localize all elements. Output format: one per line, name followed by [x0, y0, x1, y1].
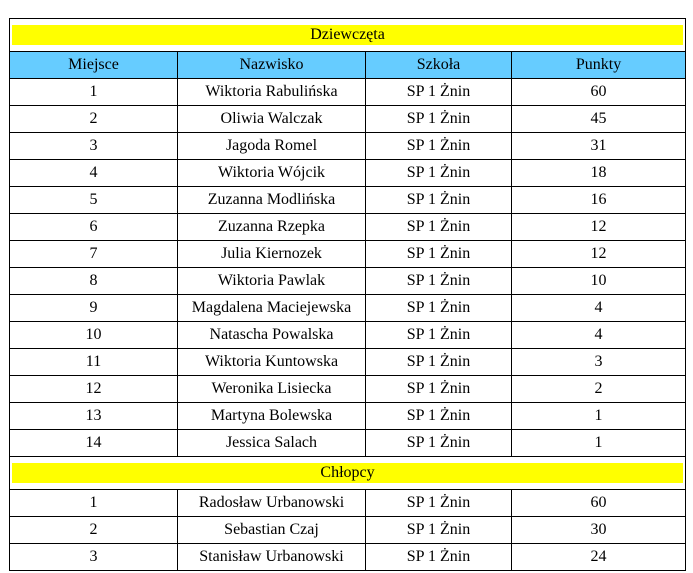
- girls-table-row: [10, 430, 686, 457]
- girls-table-row: [10, 214, 686, 241]
- cell-points: 1: [512, 403, 686, 430]
- cell-points: 24: [512, 544, 686, 571]
- girls-table-row: [10, 349, 686, 376]
- cell-points: 45: [512, 106, 686, 133]
- section-title-cell-boys: [10, 457, 686, 490]
- cell-points: 18: [512, 160, 686, 187]
- section-title-girls: Dziewczęta: [12, 25, 683, 45]
- cell-place: 12: [10, 376, 178, 403]
- cell-place: 1: [10, 79, 178, 106]
- cell-points: 16: [512, 187, 686, 214]
- cell-points: 3: [512, 349, 686, 376]
- cell-school: SP 1 Żnin: [366, 295, 512, 322]
- header-school: Szkoła: [366, 52, 512, 79]
- section-title-row-girls: [10, 19, 686, 52]
- girls-table-row: [10, 322, 686, 349]
- cell-school: SP 1 Żnin: [366, 349, 512, 376]
- girls-table-row: [10, 133, 686, 160]
- cell-name: Zuzanna Rzepka: [178, 214, 366, 241]
- cell-school: SP 1 Żnin: [366, 403, 512, 430]
- cell-school: SP 1 Żnin: [366, 544, 512, 571]
- boys-table-row: [10, 517, 686, 544]
- cell-place: 8: [10, 268, 178, 295]
- cell-place: 9: [10, 295, 178, 322]
- girls-table-row: [10, 376, 686, 403]
- cell-points: 30: [512, 517, 686, 544]
- cell-name: Magdalena Maciejewska: [178, 295, 366, 322]
- cell-school: SP 1 Żnin: [366, 133, 512, 160]
- cell-school: SP 1 Żnin: [366, 376, 512, 403]
- cell-name: Wiktoria Wójcik: [178, 160, 366, 187]
- cell-school: SP 1 Żnin: [366, 241, 512, 268]
- cell-points: 10: [512, 268, 686, 295]
- cell-name: Jagoda Romel: [178, 133, 366, 160]
- cell-points: 60: [512, 490, 686, 517]
- cell-name: Stanisław Urbanowski: [178, 544, 366, 571]
- header-name: Nazwisko: [178, 52, 366, 79]
- cell-school: SP 1 Żnin: [366, 490, 512, 517]
- results-table-body: [10, 19, 686, 571]
- section-title-row-boys: [10, 457, 686, 490]
- cell-place: 7: [10, 241, 178, 268]
- cell-school: SP 1 Żnin: [366, 160, 512, 187]
- cell-name: Weronika Lisiecka: [178, 376, 366, 403]
- cell-name: Wiktoria Kuntowska: [178, 349, 366, 376]
- cell-name: Jessica Salach: [178, 430, 366, 457]
- cell-name: Martyna Bolewska: [178, 403, 366, 430]
- cell-school: SP 1 Żnin: [366, 268, 512, 295]
- header-points: Punkty: [512, 52, 686, 79]
- cell-points: 12: [512, 214, 686, 241]
- cell-points: 60: [512, 79, 686, 106]
- cell-school: SP 1 Żnin: [366, 430, 512, 457]
- table-header-row: [10, 52, 686, 79]
- cell-name: Oliwia Walczak: [178, 106, 366, 133]
- girls-table-row: [10, 106, 686, 133]
- cell-points: 12: [512, 241, 686, 268]
- section-title-boys: Chłopcy: [12, 463, 683, 483]
- cell-place: 11: [10, 349, 178, 376]
- cell-place: 10: [10, 322, 178, 349]
- boys-table-row: [10, 490, 686, 517]
- cell-name: Wiktoria Pawlak: [178, 268, 366, 295]
- cell-school: SP 1 Żnin: [366, 79, 512, 106]
- cell-name: Julia Kiernozek: [178, 241, 366, 268]
- cell-place: 2: [10, 517, 178, 544]
- girls-table-row: [10, 79, 686, 106]
- cell-school: SP 1 Żnin: [366, 187, 512, 214]
- cell-points: 31: [512, 133, 686, 160]
- cell-place: 6: [10, 214, 178, 241]
- cell-place: 5: [10, 187, 178, 214]
- header-place: Miejsce: [10, 52, 178, 79]
- cell-name: Sebastian Czaj: [178, 517, 366, 544]
- cell-name: Radosław Urbanowski: [178, 490, 366, 517]
- cell-points: 1: [512, 430, 686, 457]
- results-table: [9, 18, 686, 571]
- cell-place: 3: [10, 133, 178, 160]
- cell-place: 4: [10, 160, 178, 187]
- cell-place: 1: [10, 490, 178, 517]
- cell-school: SP 1 Żnin: [366, 214, 512, 241]
- cell-school: SP 1 Żnin: [366, 517, 512, 544]
- cell-name: Wiktoria Rabulińska: [178, 79, 366, 106]
- cell-points: 4: [512, 322, 686, 349]
- boys-table-row: [10, 544, 686, 571]
- girls-table-row: [10, 187, 686, 214]
- cell-place: 3: [10, 544, 178, 571]
- cell-name: Natascha Powalska: [178, 322, 366, 349]
- cell-points: 4: [512, 295, 686, 322]
- cell-school: SP 1 Żnin: [366, 322, 512, 349]
- cell-place: 13: [10, 403, 178, 430]
- cell-place: 14: [10, 430, 178, 457]
- girls-table-row: [10, 160, 686, 187]
- girls-table-row: [10, 403, 686, 430]
- cell-points: 2: [512, 376, 686, 403]
- girls-table-row: [10, 268, 686, 295]
- cell-school: SP 1 Żnin: [366, 106, 512, 133]
- girls-table-row: [10, 241, 686, 268]
- cell-place: 2: [10, 106, 178, 133]
- cell-name: Zuzanna Modlińska: [178, 187, 366, 214]
- girls-table-row: [10, 295, 686, 322]
- section-title-cell-girls: [10, 19, 686, 52]
